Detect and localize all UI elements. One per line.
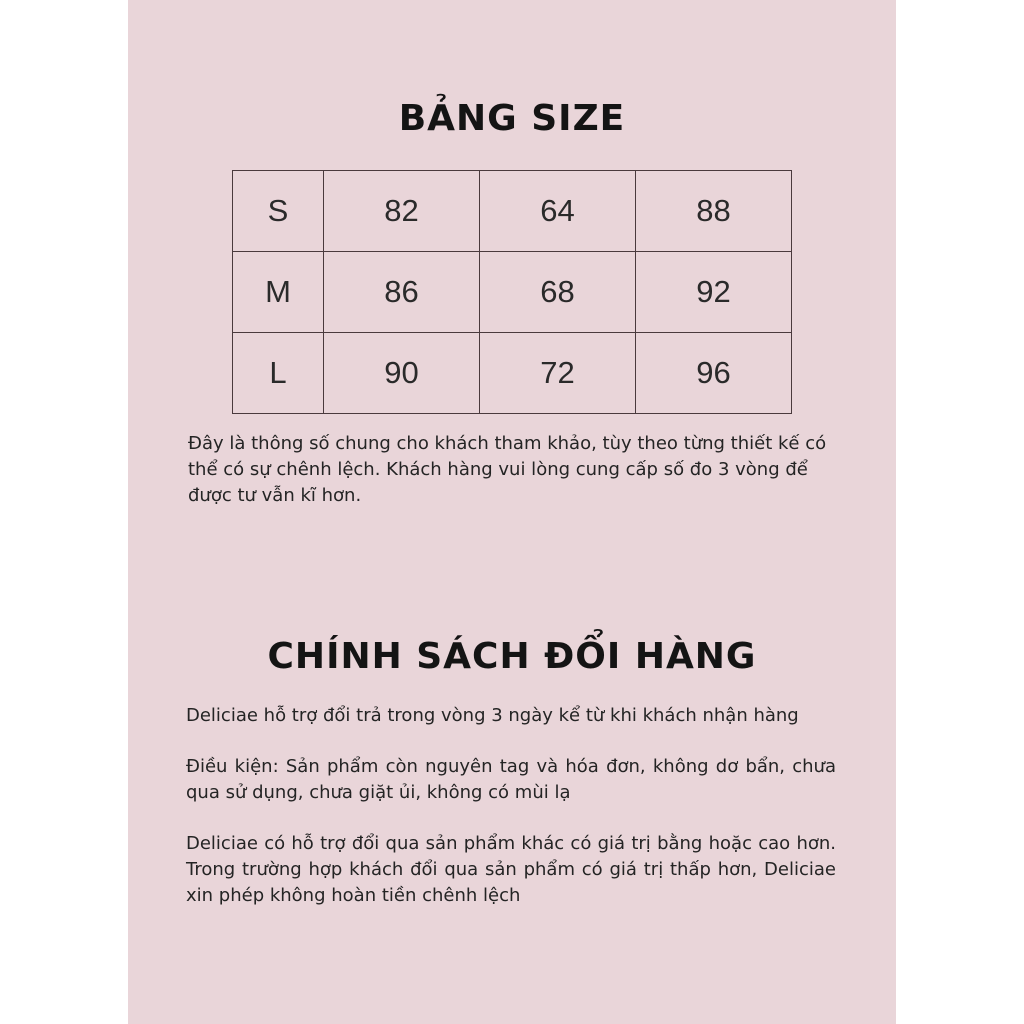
exchange-policy-title: CHÍNH SÁCH ĐỔI HÀNG — [267, 636, 757, 677]
size-chart-title: BẢNG SIZE — [398, 98, 626, 139]
table-cell: 68 — [480, 252, 636, 333]
table-cell: 96 — [636, 333, 792, 414]
size-label: M — [233, 252, 324, 333]
size-and-policy-card — [128, 0, 896, 1024]
table-cell: 72 — [480, 333, 636, 414]
table-cell: 92 — [636, 252, 792, 333]
policy-paragraph-conditions: Điều kiện: Sản phẩm còn nguyên tag và hóa đơn, không dơ bẩn, chưa qua sử dụng, chưa giặt ủi, không có mùi lạ — [186, 756, 836, 803]
table-cell: 82 — [324, 171, 480, 252]
size-label: S — [233, 171, 324, 252]
table-row — [233, 252, 792, 333]
table-cell: 88 — [636, 171, 792, 252]
table-cell: 90 — [324, 333, 480, 414]
policy-paragraph-return-window: Deliciae hỗ trợ đổi trả trong vòng 3 ngày kể từ khi khách nhận hàng — [186, 705, 799, 726]
size-chart-note: Đây là thông số chung cho khách tham khảo, tùy theo từng thiết kế có thể có sự chênh lệch. Khách hàng vui lòng cung cấp số đo 3 vòng để được tư vẫn kĩ hơn. — [188, 433, 827, 506]
size-table — [232, 170, 792, 414]
table-cell: 86 — [324, 252, 480, 333]
table-cell: 64 — [480, 171, 636, 252]
table-row — [233, 333, 792, 414]
policy-paragraph-exchange-value: Deliciae có hỗ trợ đổi qua sản phẩm khác có giá trị bằng hoặc cao hơn. Trong trường hợp khách đổi qua sản phẩm có giá trị thấp hơn, Deliciae xin phép không hoàn tiền chênh lệch — [186, 833, 836, 906]
table-row — [233, 171, 792, 252]
size-label: L — [233, 333, 324, 414]
